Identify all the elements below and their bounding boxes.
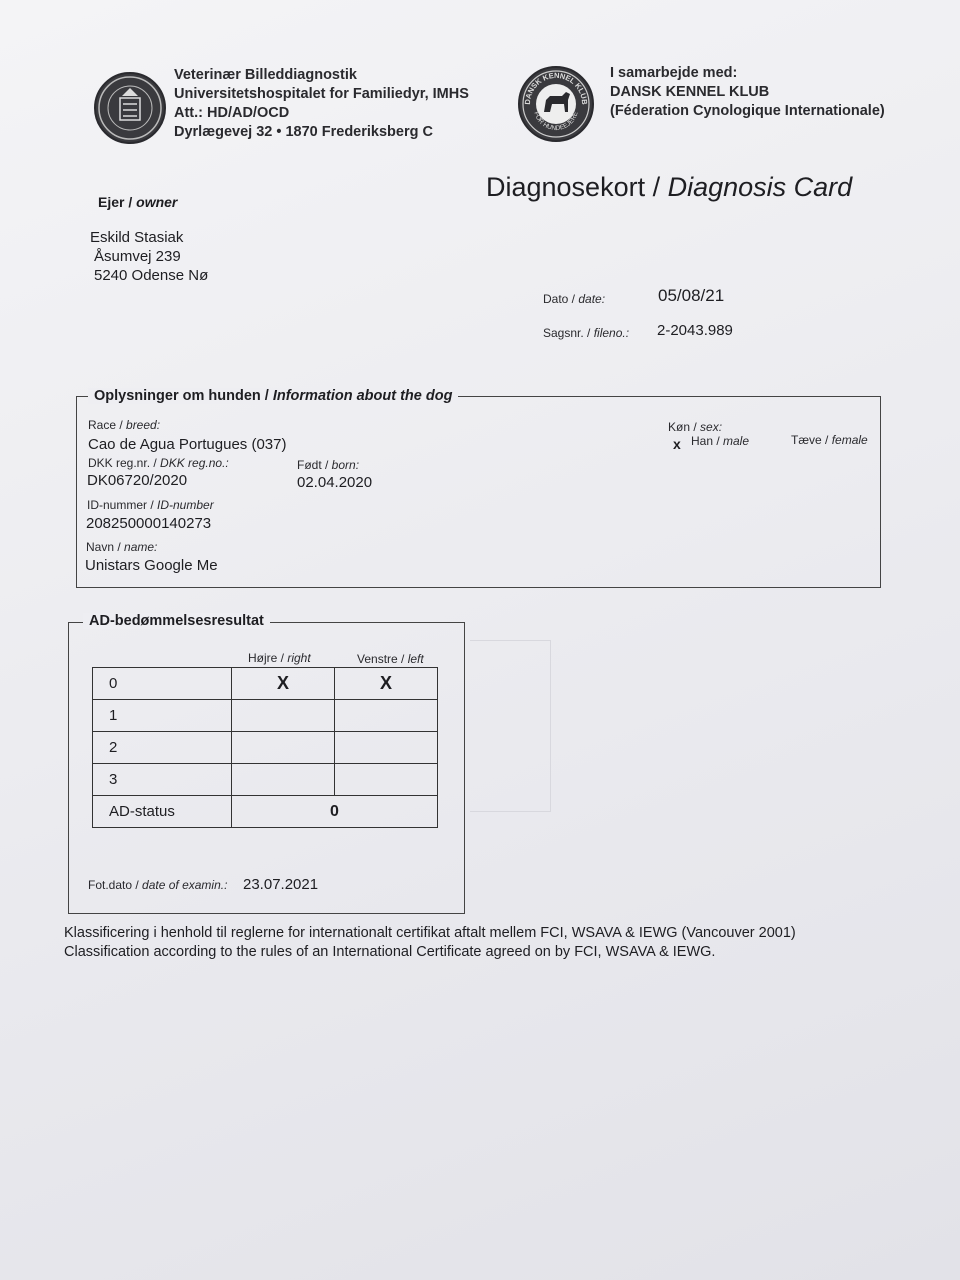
- id-label-italic: ID-number: [157, 498, 214, 512]
- sex-label-italic: sex:: [700, 420, 723, 434]
- id-label: [87, 498, 214, 512]
- left-grade-cell: [335, 700, 438, 732]
- reg-label: [88, 456, 229, 470]
- name-label: [86, 540, 157, 554]
- name-label-italic: name:: [124, 540, 158, 554]
- male-checkmark: x: [673, 436, 681, 452]
- id-label-text: ID-nummer /: [87, 498, 158, 512]
- table-row: [93, 668, 438, 700]
- grade-label: 2: [93, 732, 232, 764]
- table-row: [93, 764, 438, 796]
- reg-label-italic: DKK reg.no.:: [160, 456, 229, 470]
- clinic-line: Dyrlægevej 32 • 1870 Frederiksberg C: [174, 124, 433, 140]
- exam-label-italic: date of examin.:: [142, 878, 228, 892]
- owner-name: Eskild Stasiak: [90, 229, 184, 246]
- exam-label-text: Fot.dato /: [88, 878, 143, 892]
- born-label-text: Født /: [297, 458, 332, 472]
- partner-line: (Féderation Cynologique Internationale): [610, 103, 885, 119]
- right-label-text: Højre /: [248, 651, 288, 665]
- breed-label-text: Race /: [88, 418, 127, 432]
- dog-info-title-italic: Information about the dog: [272, 388, 453, 404]
- reg-value: DK06720/2020: [87, 472, 188, 489]
- grade-label: 0: [93, 668, 232, 700]
- female-label-italic: female: [831, 433, 868, 447]
- left-label-text: Venstre /: [357, 652, 408, 666]
- clinic-line: Universitetshospitalet for Familiedyr, IMHS: [174, 86, 469, 102]
- name-label-text: Navn /: [86, 540, 125, 554]
- owner-label: [98, 194, 177, 210]
- file-label: [543, 326, 629, 340]
- partner-line: DANSK KENNEL KLUB: [610, 84, 770, 100]
- sex-label: [668, 420, 722, 434]
- clinic-line: Att.: HD/AD/OCD: [174, 105, 290, 121]
- female-label-text: Tæve /: [791, 433, 832, 447]
- right-grade-cell: X: [232, 668, 335, 700]
- male-label-italic: male: [723, 434, 750, 448]
- dkk-logo-text-top: DANSK KENNEL KLUB: [522, 70, 590, 105]
- date-value: 05/08/21: [658, 286, 725, 305]
- title-italic: Diagnosis Card: [667, 172, 853, 202]
- left-grade-cell: [335, 732, 438, 764]
- footer-text: [64, 924, 796, 962]
- left-grade-cell: [335, 764, 438, 796]
- born-label-italic: born:: [331, 458, 360, 472]
- sex-label-text: Køn /: [668, 420, 701, 434]
- partner-line: I samarbejde med:: [610, 65, 738, 81]
- dansk-kennel-klub-logo: [518, 66, 594, 142]
- reg-label-text: DKK reg.nr. /: [88, 456, 161, 470]
- male-label: [691, 434, 749, 448]
- clinic-header: [174, 66, 469, 142]
- exam-date-value: 23.07.2021: [243, 876, 319, 893]
- right-grade-cell: [232, 764, 335, 796]
- ad-status-value: 0: [232, 796, 438, 828]
- table-row: [93, 796, 438, 828]
- owner-label-italic: owner: [136, 194, 178, 210]
- right-label-italic: right: [287, 651, 311, 665]
- file-value: 2-2043.989: [657, 322, 733, 339]
- born-label: [297, 458, 359, 472]
- owner-street: Åsumvej 239: [94, 248, 181, 265]
- born-value: 02.04.2020: [297, 474, 373, 491]
- ad-status-label: AD-status: [93, 796, 232, 828]
- table-row: [93, 732, 438, 764]
- bleed-through-box: [470, 640, 551, 812]
- right-column-label: [248, 651, 311, 665]
- ad-grading-table: [92, 667, 438, 828]
- date-label-italic: date:: [578, 292, 606, 306]
- id-value: 208250000140273: [86, 515, 212, 532]
- title-main: Diagnosekort /: [486, 172, 668, 202]
- dog-info-title: [88, 388, 458, 404]
- owner-city: 5240 Odense Nø: [94, 267, 209, 284]
- breed-label: [88, 418, 160, 432]
- left-column-label: [357, 652, 424, 666]
- dog-info-title-text: Oplysninger om hunden /: [94, 388, 273, 404]
- left-label-italic: left: [407, 652, 424, 666]
- left-grade-cell: X: [335, 668, 438, 700]
- name-value: Unistars Google Me: [85, 557, 218, 574]
- right-grade-cell: [232, 700, 335, 732]
- dkk-logo-text-bottom: FOR HUNDEEJERE: [532, 110, 580, 133]
- right-grade-cell: [232, 732, 335, 764]
- university-seal-logo: [94, 72, 166, 144]
- grade-label: 3: [93, 764, 232, 796]
- grade-label: 1: [93, 700, 232, 732]
- ad-result-title: AD-bedømmelsesresultat: [83, 613, 270, 629]
- breed-value: Cao de Agua Portugues (037): [88, 436, 287, 453]
- partner-header: [610, 64, 885, 121]
- file-label-italic: fileno.:: [593, 326, 630, 340]
- file-label-text: Sagsnr. /: [543, 326, 594, 340]
- owner-label-text: Ejer /: [98, 194, 137, 210]
- male-label-text: Han /: [691, 434, 724, 448]
- clinic-line: Veterinær Billeddiagnostik: [174, 67, 357, 83]
- breed-label-italic: breed:: [126, 418, 161, 432]
- footer-line-danish: Klassificering i henhold til reglerne for internationalt certifikat aftalt mellem FCI, WSAVA & IEWG (Vancouver 2001): [64, 925, 796, 941]
- date-label-text: Dato /: [543, 292, 579, 306]
- exam-date-label: [88, 878, 227, 892]
- page-title: [486, 172, 852, 203]
- footer-line-english: Classification according to the rules of an International Certificate agreed on by FCI, WSAVA & IEWG.: [64, 944, 716, 960]
- date-label: [543, 292, 605, 306]
- female-label: [791, 433, 868, 447]
- table-row: [93, 700, 438, 732]
